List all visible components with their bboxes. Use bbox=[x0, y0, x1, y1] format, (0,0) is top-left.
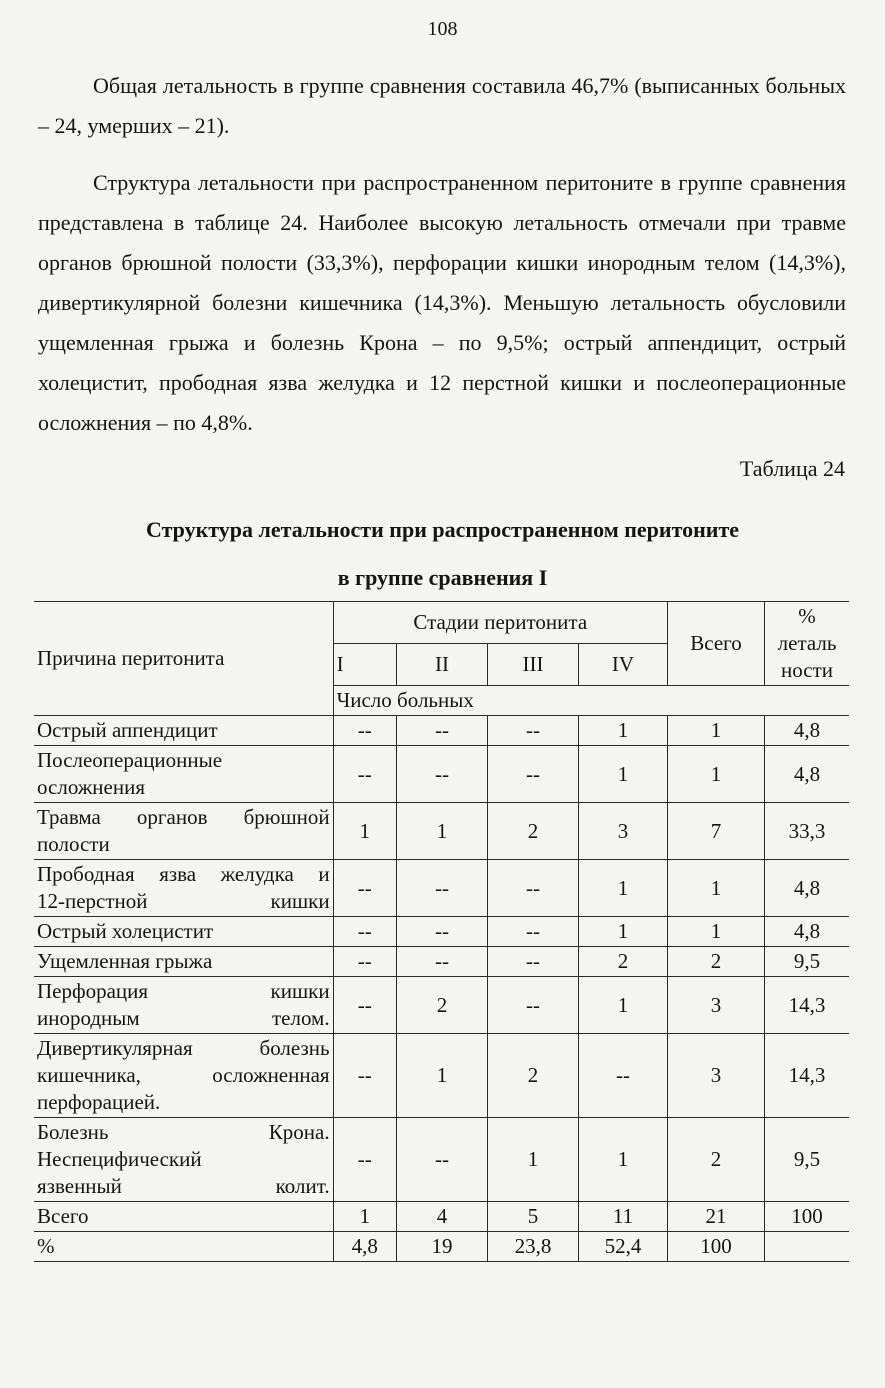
cell-s2: 1 bbox=[396, 803, 487, 860]
cell-cause-line: кишечника, осложненная bbox=[37, 1063, 330, 1087]
table-row bbox=[34, 803, 849, 860]
header-stage-1: I bbox=[333, 644, 396, 686]
cell-cause-line: язвенный колит. bbox=[37, 1174, 330, 1198]
cell-s3: -- bbox=[487, 860, 578, 917]
cell-s2: -- bbox=[396, 947, 487, 977]
cell-s2: -- bbox=[396, 716, 487, 746]
cell-s1: -- bbox=[333, 746, 396, 803]
table-row bbox=[34, 917, 849, 947]
table-row bbox=[34, 1118, 849, 1202]
cell-s1: -- bbox=[333, 1034, 396, 1118]
cell-pct: 4,8 bbox=[765, 917, 849, 947]
cell-s4: 1 bbox=[578, 746, 667, 803]
mortality-table bbox=[34, 601, 849, 1262]
table-row bbox=[34, 1034, 849, 1118]
header-percent-line-2: леталь bbox=[777, 631, 837, 655]
cell-cause bbox=[34, 746, 333, 803]
cell-s4: 1 bbox=[578, 977, 667, 1034]
cell-pct: 4,8 bbox=[765, 860, 849, 917]
cell-pct: 100 bbox=[765, 1202, 849, 1232]
cell-total: 3 bbox=[667, 977, 764, 1034]
cell-s2: -- bbox=[396, 917, 487, 947]
cell-pct: 4,8 bbox=[765, 716, 849, 746]
table-row bbox=[34, 860, 849, 917]
cell-pct: 33,3 bbox=[765, 803, 849, 860]
paragraph-mortality-total: Общая летальность в группе сравнения составила 46,7% (выписанных больных – 24, умерших – 21). bbox=[38, 73, 846, 138]
cell-total: 1 bbox=[667, 716, 764, 746]
cell-cause bbox=[34, 947, 333, 977]
cell-cause bbox=[34, 716, 333, 746]
table-row bbox=[34, 716, 849, 746]
cell-s4: -- bbox=[578, 1034, 667, 1118]
cell-cause-line: Ущемленная грыжа bbox=[37, 949, 213, 973]
table-row bbox=[34, 977, 849, 1034]
cell-total: 7 bbox=[667, 803, 764, 860]
header-stage-2: II bbox=[396, 644, 487, 686]
header-percent-line-1: % bbox=[798, 604, 816, 628]
cell-cause-line: Послеоперационные bbox=[37, 748, 223, 772]
cell-s3: 5 bbox=[487, 1202, 578, 1232]
cell-pct: 14,3 bbox=[765, 1034, 849, 1118]
cell-total: 1 bbox=[667, 860, 764, 917]
header-count-label: Число больных bbox=[333, 686, 849, 716]
page-number: 108 bbox=[427, 18, 458, 40]
paragraph-mortality-structure: Структура летальности при распространенном перитоните в группе сравнения представлена в таблице 24. Наиболее высокую летальность отмечали при травме органов брюшной полости (33,3%), перфорации кишки инородным телом (14,3%), дивертикулярной болезни кишечника (14,3%). Меньшую летальность обусловили ущемленная грыжа и болезнь Крона – по 9,5%; острый аппендицит, острый холецистит, прободная язва желудка и 12 перстной кишки и послеоперационные осложнения – по 4,8%. bbox=[38, 170, 846, 435]
cell-total: 1 bbox=[667, 917, 764, 947]
cell-cause-line: полости bbox=[37, 832, 110, 856]
cell-s2: -- bbox=[396, 1118, 487, 1202]
cell-pct: 9,5 bbox=[765, 1118, 849, 1202]
cell-cause-line: инородным телом. bbox=[37, 1006, 330, 1030]
cell-s1: 4,8 bbox=[333, 1232, 396, 1262]
cell-cause bbox=[34, 1202, 333, 1232]
header-cause: Причина перитонита bbox=[34, 602, 333, 716]
header-stage-3: III bbox=[487, 644, 578, 686]
cell-s1: -- bbox=[333, 917, 396, 947]
table-title-line-1: Структура летальности при распространенном перитоните bbox=[145, 517, 740, 542]
cell-s4: 52,4 bbox=[578, 1232, 667, 1262]
cell-s2: 4 bbox=[396, 1202, 487, 1232]
cell-s4: 1 bbox=[578, 716, 667, 746]
cell-s4: 2 bbox=[578, 947, 667, 977]
cell-s1: -- bbox=[333, 977, 396, 1034]
cell-cause-line: Всего bbox=[37, 1204, 89, 1228]
cell-total: 2 bbox=[667, 947, 764, 977]
cell-s1: -- bbox=[333, 1118, 396, 1202]
cell-cause bbox=[34, 1232, 333, 1262]
cell-cause-line: 12-перстной кишки bbox=[37, 889, 330, 913]
table-body bbox=[34, 716, 849, 1262]
table-caption: Таблица 24 bbox=[739, 456, 845, 481]
header-percent bbox=[765, 602, 849, 686]
table-row bbox=[34, 947, 849, 977]
cell-s3: 2 bbox=[487, 1034, 578, 1118]
cell-s4: 1 bbox=[578, 917, 667, 947]
cell-s2: 2 bbox=[396, 977, 487, 1034]
cell-s2: 1 bbox=[396, 1034, 487, 1118]
cell-total: 1 bbox=[667, 746, 764, 803]
cell-cause-line: Неспецифический bbox=[37, 1147, 202, 1171]
cell-cause bbox=[34, 977, 333, 1034]
cell-s1: 1 bbox=[333, 803, 396, 860]
cell-total: 2 bbox=[667, 1118, 764, 1202]
cell-cause-line: Дивертикулярная болезнь bbox=[37, 1036, 330, 1060]
cell-s4: 11 bbox=[578, 1202, 667, 1232]
cell-cause-line: осложнения bbox=[37, 775, 146, 799]
cell-total: 3 bbox=[667, 1034, 764, 1118]
cell-cause bbox=[34, 803, 333, 860]
cell-s3: -- bbox=[487, 977, 578, 1034]
header-total: Всего bbox=[667, 602, 764, 686]
cell-cause bbox=[34, 860, 333, 917]
table-header-row bbox=[34, 602, 849, 644]
cell-cause-line: Перфорация кишки bbox=[37, 979, 330, 1003]
cell-cause bbox=[34, 1034, 333, 1118]
cell-cause-line: Острый аппендицит bbox=[37, 718, 218, 742]
cell-s1: 1 bbox=[333, 1202, 396, 1232]
cell-cause bbox=[34, 1118, 333, 1202]
cell-cause-line: Болезнь Крона. bbox=[37, 1120, 330, 1144]
cell-total: 21 bbox=[667, 1202, 764, 1232]
cell-cause-line: перфорацией. bbox=[37, 1090, 161, 1114]
cell-pct bbox=[765, 1232, 849, 1262]
cell-s4: 1 bbox=[578, 860, 667, 917]
header-stage-4: IV bbox=[578, 644, 667, 686]
header-percent-line-3: ности bbox=[781, 658, 834, 682]
cell-s3: -- bbox=[487, 716, 578, 746]
cell-s1: -- bbox=[333, 860, 396, 917]
cell-cause bbox=[34, 917, 333, 947]
cell-cause-line: Острый холецистит bbox=[37, 919, 214, 943]
cell-pct: 9,5 bbox=[765, 947, 849, 977]
cell-s1: -- bbox=[333, 947, 396, 977]
cell-s2: 19 bbox=[396, 1232, 487, 1262]
cell-cause-line: % bbox=[37, 1234, 55, 1258]
table-row bbox=[34, 746, 849, 803]
table-row bbox=[34, 1232, 849, 1262]
cell-s4: 1 bbox=[578, 1118, 667, 1202]
cell-s1: -- bbox=[333, 716, 396, 746]
table-row bbox=[34, 1202, 849, 1232]
cell-s3: -- bbox=[487, 917, 578, 947]
header-stages-group: Стадии перитонита bbox=[333, 602, 667, 644]
cell-s3: -- bbox=[487, 746, 578, 803]
cell-pct: 4,8 bbox=[765, 746, 849, 803]
cell-cause-line: Прободная язва желудка и bbox=[37, 862, 330, 886]
cell-s3: 23,8 bbox=[487, 1232, 578, 1262]
cell-pct: 14,3 bbox=[765, 977, 849, 1034]
table-title-line-2: в группе сравнения I bbox=[337, 565, 548, 590]
cell-s3: -- bbox=[487, 947, 578, 977]
cell-s2: -- bbox=[396, 860, 487, 917]
cell-s4: 3 bbox=[578, 803, 667, 860]
cell-cause-line: Травма органов брюшной bbox=[37, 805, 330, 829]
cell-s3: 1 bbox=[487, 1118, 578, 1202]
cell-s3: 2 bbox=[487, 803, 578, 860]
cell-total: 100 bbox=[667, 1232, 764, 1262]
cell-s2: -- bbox=[396, 746, 487, 803]
